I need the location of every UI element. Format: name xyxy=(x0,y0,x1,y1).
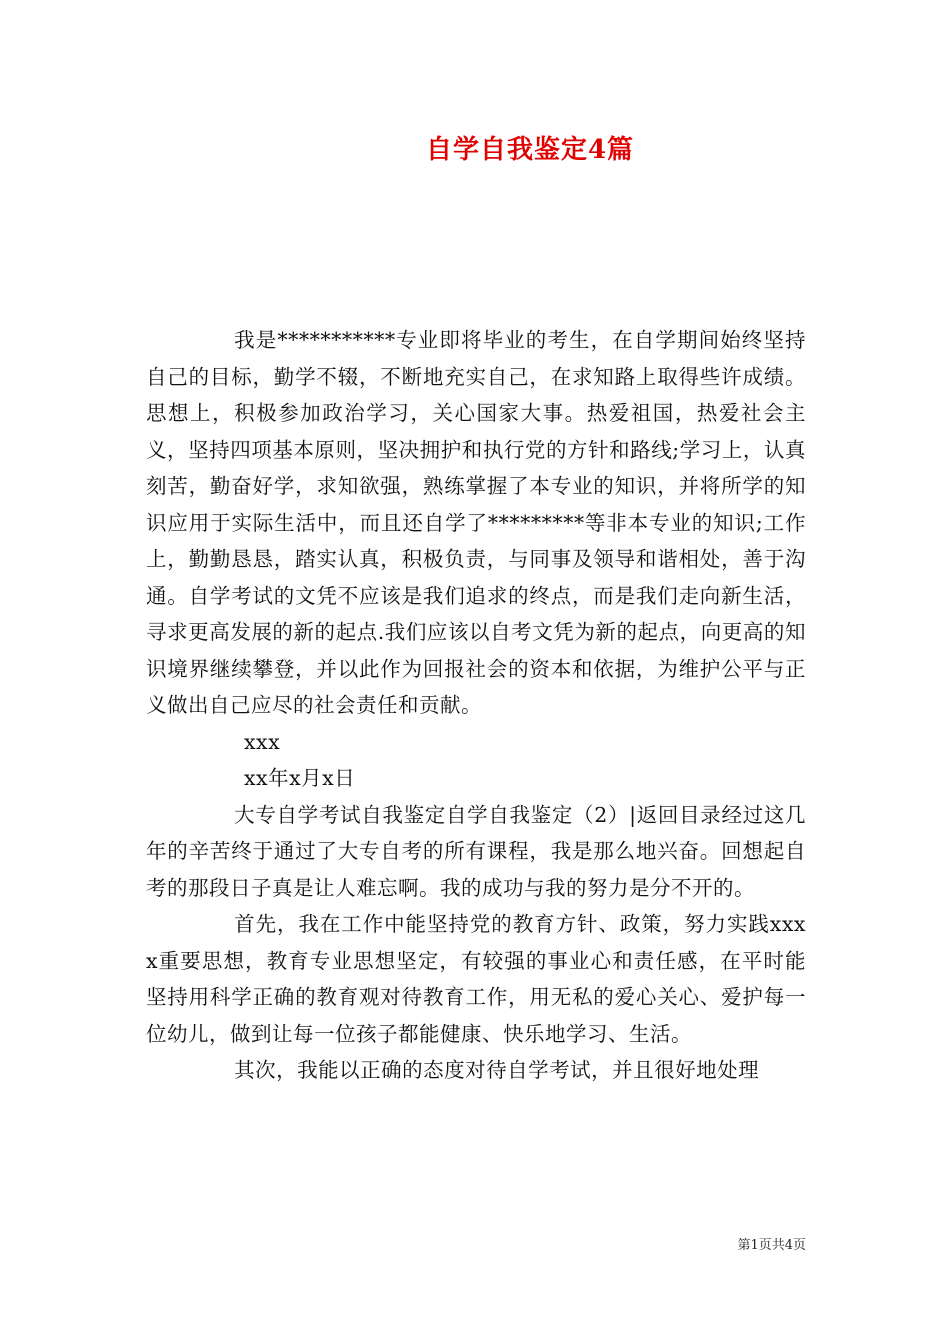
paragraph-1: 我是***********专业即将毕业的考生，在自学期间始终坚持自己的目标，勤学不辍，不断地充实自己，在求知路上取得些许成绩。思想上，积极参加政治学习，关心国家大事。热爱祖国，热爱社会主义，坚持四项基本原则，坚决拥护和执行党的方针和路线;学习上，认真刻苦，勤奋好学，求知欲强，熟练掌握了本专业的知识，并将所学的知识应用于实际生活中，而且还自学了*********等非本专业的知识;工作上，勤勤恳恳，踏实认真，积极负责，与同事及领导和谐相处，善于沟通。自学考试的文凭不应该是我们追求的终点，而是我们走向新生活，寻求更高发展的新的起点.我们应该以自考文凭为新的起点，向更高的知识境界继续攀登，并以此作为回报社会的资本和依据，为维护公平与正义做出自己应尽的社会责任和贡献。 xyxy=(146,328,806,717)
paragraph-2: 大专自学考试自我鉴定自学自我鉴定（2）|返回目录经过这几年的辛苦终于通过了大专自考的所有课程，我是那么地兴奋。回想起自考的那段日子真是让人难忘啊。我的成功与我的努力是分不开的。 xyxy=(146,802,806,900)
document-title: 自学自我鉴定4篇 xyxy=(425,135,635,165)
document-body xyxy=(146,322,806,1089)
signature-date: xx年x月x日 xyxy=(244,766,356,790)
page-number: 第1页共4页 xyxy=(737,1238,806,1253)
paragraph-3: 首先，我在工作中能坚持党的教育方针、政策，努力实践xxxx重要思想，教育专业思想坚定，有较强的事业心和责任感，在平时能坚持用科学正确的教育观对待教育工作，用无私的爱心关心、爱护每一位幼儿，做到让每一位孩子都能健康、快乐地学习、生活。 xyxy=(146,912,806,1046)
paragraph-4: 其次，我能以正确的态度对待自学考试，并且很好地处理 xyxy=(234,1058,760,1082)
signature-name: xxx xyxy=(244,729,281,754)
